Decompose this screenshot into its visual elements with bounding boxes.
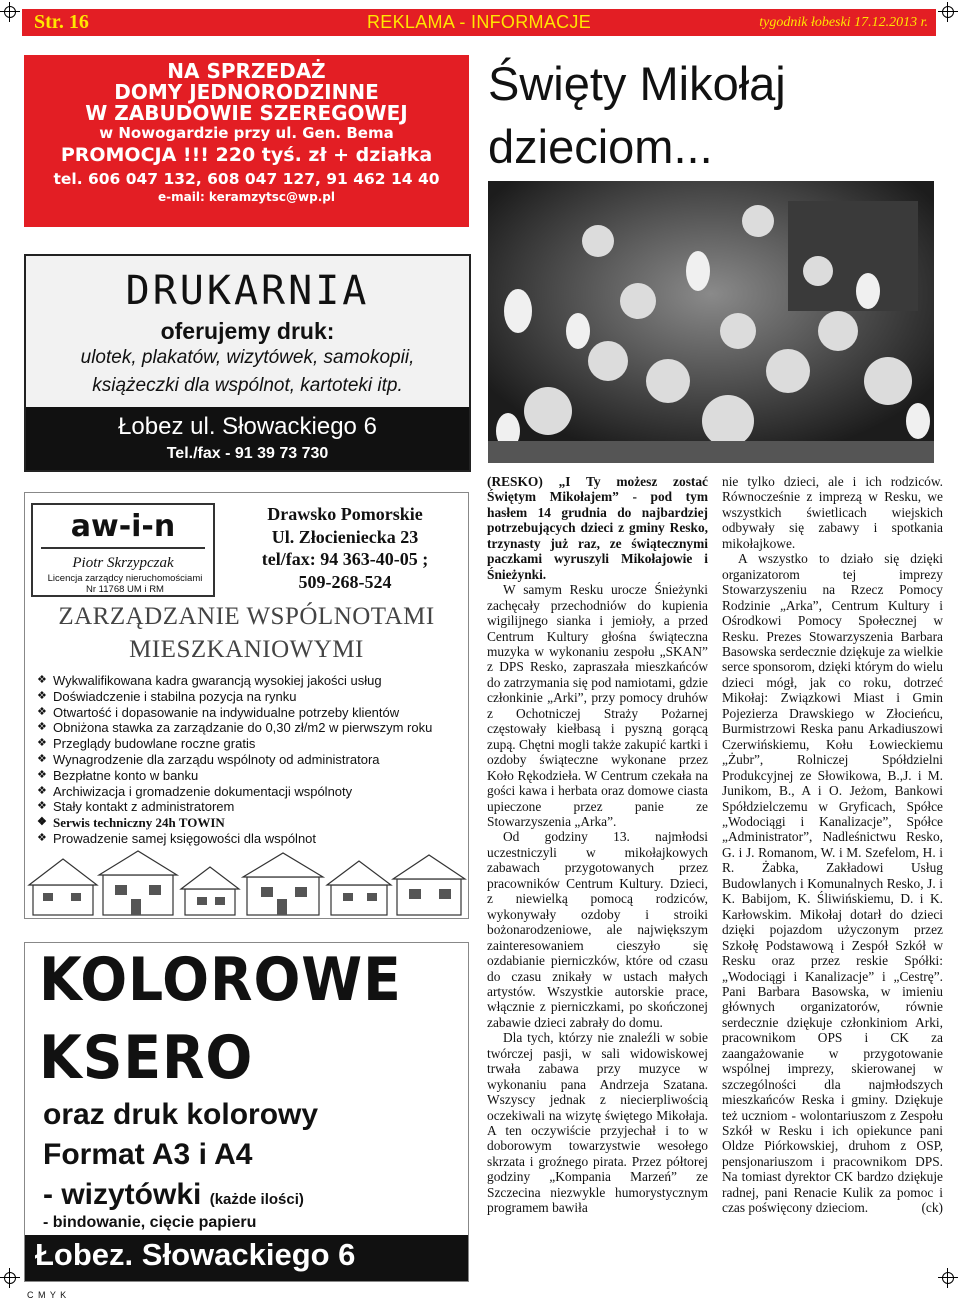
license-text: Licencja zarządcy nieruchomościami xyxy=(47,573,203,584)
printing-title: DRUKARNIA xyxy=(125,268,370,314)
diamond-bullet-icon: ❖ xyxy=(37,705,47,718)
diamond-bullet-icon: ❖ xyxy=(37,831,47,844)
printing-line: książeczki dla wspólnot, kartoteki itp. xyxy=(92,375,403,396)
crop-mark-icon xyxy=(938,2,958,22)
sale-line: W ZABUDOWIE SZEREGOWEJ xyxy=(85,101,408,125)
sale-promo: PROMOCJA !!! 220 tyś. zł + działka xyxy=(60,143,433,166)
diamond-bullet-icon: ❖ xyxy=(37,752,47,765)
printing-address: Łobez ul. Słowackiego 6 xyxy=(118,413,377,440)
diamond-bullet-icon: ❖ xyxy=(37,800,47,813)
children-party-photo-icon xyxy=(488,181,934,463)
printing-line: ulotek, plakatów, wizytówek, samokopii, xyxy=(80,347,415,368)
cmyk-marker: C M Y K xyxy=(27,1290,68,1300)
management-contact xyxy=(225,503,465,593)
logo-text: aw-i-n xyxy=(70,509,176,544)
color-copy-ad xyxy=(24,942,469,1282)
diamond-bullet-icon: ❖ xyxy=(37,784,47,797)
license-number: Nr 11768 UM i RM xyxy=(86,584,164,595)
property-management-ad xyxy=(24,492,469,919)
diamond-bullet-icon: ❖ xyxy=(37,689,47,702)
article-photo xyxy=(488,181,934,463)
house-sale-ad xyxy=(24,55,469,227)
copy-title: KSERO xyxy=(39,1023,254,1093)
article-lead: (RESKO) „I Ty możesz zostać Świętym Mikołajem” - pod tym hasłem 14 grudnia do najbardziej potrzebujących dzieci z gminy Resko, trzynasty już raz, ze świątecznymi paczkami wyruszyli Mikołajowie i Śnieżynki. xyxy=(487,474,708,582)
page-header xyxy=(22,9,936,36)
list-item: ❖ Przeglądy budowlane roczne gratis xyxy=(37,736,256,752)
diamond-bullet-icon: ❖ xyxy=(37,737,47,750)
printing-ad xyxy=(24,254,471,472)
diamond-bullet-icon: ❖ xyxy=(37,674,47,686)
copy-address-bar xyxy=(25,1235,468,1281)
diamond-bullet-icon: ❖ xyxy=(37,816,47,829)
owner-name: Piotr Skrzypczak xyxy=(72,555,174,571)
heading-line: MIESZKANIOWYMI xyxy=(129,635,364,663)
article-paragraph: A wszystko to działo się dzięki organizatorom tej imprezy Stowarzyszeniu na Rzecz Pomocy Rodzinie „Arka”, Centrum Kultury i Ośrodkowi Pomocy Społecznej w Resku. Prezes Stowarzyszenia Barbara Basowska serdecznie dziękuje za wielkie serce sponsorom, dzięki którym do wielu dzieci mógł, jak co roku, dotrzeć Mikołaj: Związkowi Miast i Gmin Pojezierza Drawskiego w Złocieńcu, Burmistrzowi Reska panu Arkadiuszowi Czerwińskiemu, Kołu Łowieckiemu „Żubr”, Rolniczej Spółdzielni Produkcyjnej ze Słowikowa, B.,J. i M. Junikom, B., A i O. Jeżom, Bankowi Spółdzielczemu w Gryficach, Spółce „Wodociągi i Kanalizacje”, Spółce „Administrator”, Nadleśnictwu Resko, G. i J. Romanom, W. i M. Szefelom, H. i R. Żabka, Zakładowi Usług Budowlanych i Komunalnych Resko, J. i K. Babijom, K. Śliwińskiemu, D. i K. Karłowskim. Mikołaj dotarł do dzieci dzięki pojazdom użyczonym przez Szkołę Podstawową i Zespół Szkół w Resku oraz przez reskie Spółki: „Wodociągi i Kanalizacje” i „Cestrę”. Pani Barbara Basowska, w imieniu głównych organizatorów, równie serdecznie dziękuje członkiniom Arki, pracownikom OPS i CK za zaangażowanie w przygotowanie wspólnej imprezy, skierowanej w szczególności dla najmłodszych mieszkańców Reska i gminy. Dziękuje też uczniom - wolontariuszom z Zespołu Szkół w Resku i ich opiekunce pani Oldze Piórkowskiej, druhom z OSP, pensjonariuszom i pracownikom DPS. Na tomiast dyrektor CK bardzo dziękuje radnej, pani Renacie Kulik za pomoc i czas poświęcony dzieciom. (ck) xyxy=(722,551,943,1216)
author-signature: (ck) xyxy=(921,1200,943,1216)
copy-line: - bindowanie, cięcie papieru xyxy=(43,1214,257,1231)
list-item: ❖ Obniżona stawka za zarządzanie do 0,30 zł/m2 w pierwszym roku xyxy=(37,720,433,736)
contact-line: Ul. Złocieniecka 23 xyxy=(271,526,419,547)
crop-mark-icon xyxy=(938,1268,958,1288)
copy-note: (każde ilości) xyxy=(209,1191,304,1208)
article-paragraph: Dla tych, którzy nie znaleźli w sobie twórczej pasji, w sali widowiskowej trwała zabawa przy muzyce w wykonaniu pana Andrzeja Szatana. Wszyscy jednak z niecierpliwością oczekiwali na wizytę świętego Mikołaja. A ten oczywiście przyjechał i to w doborowym towarzystwie wesołego skrzata i groźnego pirata. Przez półtorej godziny „Kompania Marzeń” ze Szczecina niezwykle humorystycznym programem bawiła xyxy=(487,1030,708,1216)
list-item: ❖ Serwis techniczny 24h TOWIN xyxy=(37,815,225,831)
sale-phone: tel. 606 047 132, 608 047 127, 91 462 14 40 xyxy=(53,169,440,188)
diamond-bullet-icon: ❖ xyxy=(37,721,47,734)
copy-line: - wizytówki (każde ilości) xyxy=(43,1178,304,1211)
sale-line: DOMY JEDNORODZINNE xyxy=(114,80,379,104)
list-item: ❖ Stały kontakt z administratorem xyxy=(37,799,235,815)
crop-mark-icon xyxy=(0,2,20,22)
printing-phone: Tel./fax - 91 39 73 730 xyxy=(166,445,329,462)
article-paragraph: W samym Resku urocze Śnieżynki zachęcały przechodniów do kupienia wigilijnego sianka i jemioły, a przed Centrum Kultury głośna świąteczna muzyka w wykonaniu zespołu „SKAN” z DPS Resko, zapraszała mieszkańców do zatrzymania się pod namiotami, gdzie członkinie „Arki”, przy pomocy druhów z Ochotniczej Straży Pożarnej częstowały kiełbasą i pyszną gorącą zupą. Chętni mogli także zakupić kartki i ozdoby świąteczne wykonane przez Koło Rękodzieła. W Centrum czekała na gości kawa i herbata oraz domowe ciasta upieczone przez panie ze Stowarzyszenia „Arka”. xyxy=(487,582,708,829)
article-paragraph: Od godziny 13. najmłodsi uczestniczyli w mikołajkowych zabawach przygotowanych przez pracowników Centrum Kultury. Dzieci, z niewielką pomocą rodziców, wykonywały ozdoby i stroiki bożonarodzeniowe, ale największym zainteresowaniem cieszyło się ozdabianie pierniczków, które od czasu do czasu znikały w ustach małych artystów. Wszystkie autorskie prace, włącznie z pierniczkami, po skończonej zabawie dzieci zabrały do domu. xyxy=(487,829,708,1030)
heading-line: ZARZĄDZANIE WSPÓLNOTAMI xyxy=(58,603,435,630)
contact-line: Drawsko Pomorskie xyxy=(267,504,423,524)
article-title: Święty Mikołaj dzieciom... xyxy=(488,57,786,174)
article-column-1 xyxy=(487,474,708,1216)
printing-contact-bar xyxy=(26,407,469,470)
license-block xyxy=(35,573,215,595)
printing-subtitle: oferujemy druk: xyxy=(160,318,335,344)
services-list xyxy=(35,673,432,847)
logo-rule-icon xyxy=(41,545,205,551)
houses-illustration-icon xyxy=(25,845,468,918)
sale-line: NA SPRZEDAŻ xyxy=(167,59,326,83)
list-item: ❖ Bezpłatne konto w banku xyxy=(37,767,199,783)
list-item: ❖ Wykwalifikowana kadra gwarancją wysokiej jakości usług xyxy=(37,673,382,688)
issue-date: tygodnik łobeski 17.12.2013 r. xyxy=(759,15,928,30)
contact-line: 509-268-524 xyxy=(298,571,392,592)
sale-email: e-mail: keramzytsc@wp.pl xyxy=(158,189,335,204)
management-heading xyxy=(25,601,468,666)
copy-address: Łobez. Słowackiego 6 xyxy=(35,1237,356,1272)
list-item: ❖ Archiwizacja i gromadzenie dokumentacji wspólnoty xyxy=(37,783,353,799)
list-item: ❖ Prowadzenie samej księgowości dla wspólnot xyxy=(37,830,317,846)
contact-line: tel/fax: 94 363-40-05 ; xyxy=(261,549,429,569)
list-item: ❖ Wynagrodzenie dla zarządu wspólnoty od administratora xyxy=(37,751,380,767)
article-column-2 xyxy=(722,474,943,1216)
list-item: ❖ Doświadczenie i stabilna pozycja na rynku xyxy=(37,688,297,704)
copy-title: KOLOROWE xyxy=(39,945,402,1015)
crop-mark-icon xyxy=(0,1268,20,1288)
sale-line: w Nowogardzie przy ul. Gen. Bema xyxy=(99,124,394,142)
list-item: ❖ Otwartość i dopasowanie na indywidualne potrzeby klientów xyxy=(37,704,400,720)
section-title: REKLAMA - INFORMACJE xyxy=(367,12,592,32)
copy-line: oraz druk kolorowy xyxy=(43,1098,319,1131)
page-number: Str. 16 xyxy=(34,11,89,33)
diamond-bullet-icon: ❖ xyxy=(37,768,47,781)
article-paragraph: nie tylko dzieci, ale i ich rodziców. Równocześnie z imprezą w Resku, we wszystkich świetlicach wiejskich odbywały się zabawy i spotkania mikołajkowe. xyxy=(722,474,943,551)
copy-line: Format A3 i A4 xyxy=(43,1138,253,1171)
